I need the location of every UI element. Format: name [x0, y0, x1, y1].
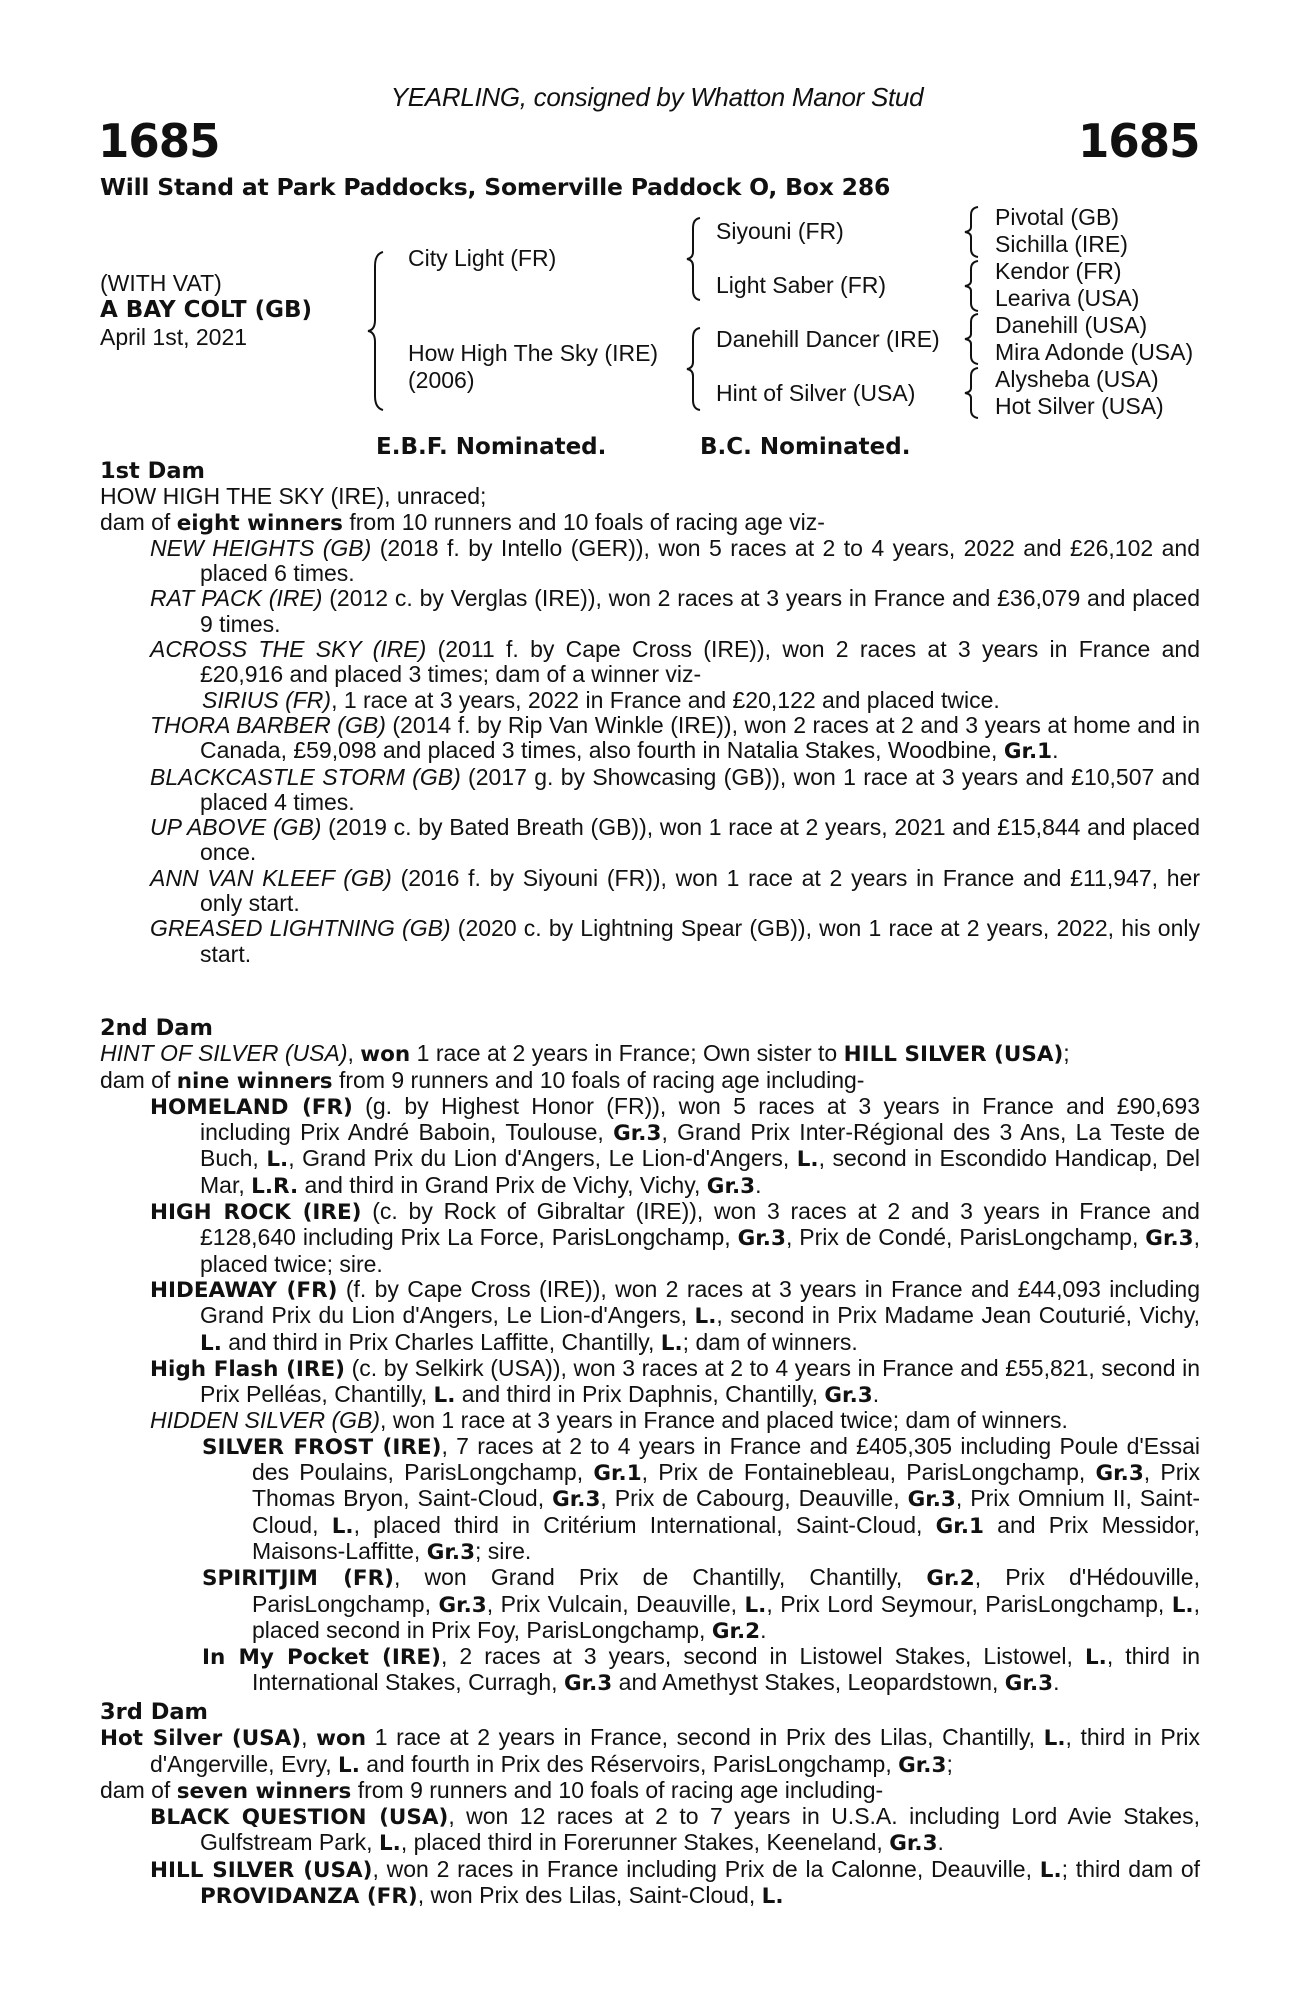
bold-run: HIGH ROCK (IRE) [150, 1200, 362, 1226]
bold-run: L. [761, 1884, 784, 1910]
pedigree-sire-sire: Siyouni (FR) [716, 218, 844, 244]
text-run: , Grand Prix du Lion d'Angers, Le Lion-d'Angers, [288, 1145, 797, 1172]
text-run: , placed twice; sire. [200, 1224, 1200, 1277]
horse-name: A BAY COLT (GB) [100, 297, 313, 323]
dam-summary: dam of eight winners from 10 runners and 10 foals of racing age viz- [100, 508, 825, 536]
text-run: , placed second in Prix Foy, ParisLongchamp, [252, 1590, 1200, 1643]
pedigree-dam-sire: Danehill Dancer (IRE) [716, 326, 940, 352]
pedigree-brace-g3-3 [962, 312, 982, 366]
bold-run: HILL SILVER (USA) [150, 1857, 373, 1883]
first-dam-section [100, 459, 1200, 967]
text-run: ; [946, 1750, 953, 1777]
progeny-entry: ACROSS THE SKY (IRE) (2011 f. by Cape Cross (IRE)), won 2 races at 3 years in France and £20,916 and placed 3 times; dam of a winner viz- [150, 636, 1200, 688]
text-run: , [301, 1724, 317, 1751]
section-heading: 3rd Dam [100, 1699, 208, 1725]
text-run: . [937, 1829, 944, 1856]
lot-number-left: 1685 [98, 114, 220, 168]
bold-run: Gr.3 [737, 1226, 786, 1252]
progeny-entry: GREASED LIGHTNING (GB) (2020 c. by Lightning Spear (GB)), won 1 race at 2 years, 2022, his only start. [150, 915, 1200, 967]
bold-run: High Flash (IRE) [150, 1356, 345, 1382]
section-heading: 2nd Dam [100, 1015, 213, 1041]
bold-run: L. [660, 1330, 683, 1356]
text-run: , 2 races at 3 years, second in Listowel Stakes, Listowel, [440, 1643, 1085, 1670]
progeny-entry: UP ABOVE (GB) (2019 c. by Bated Breath (GB)), won 1 race at 2 years, 2021 and £15,844 and placed once. [150, 814, 1200, 866]
vat-note: (WITH VAT) [100, 270, 222, 296]
pedigree-g3: Danehill (USA) [995, 312, 1148, 338]
bold-run: Gr.3 [907, 1487, 956, 1513]
bold-run: L. [1043, 1726, 1066, 1752]
bold-run: L. [331, 1513, 354, 1539]
text-run: , second in Prix Madame Jean Couturié, Vichy, [716, 1302, 1201, 1329]
bold-run: L. [338, 1752, 360, 1778]
consignment-line: YEARLING, consigned by Whatton Manor Stud [390, 82, 924, 112]
pedigree-dam-year: (2006) [408, 367, 475, 393]
text-run: , Prix Thomas Bryon, Saint-Cloud, [252, 1459, 1200, 1512]
bold-run: Gr.3 [706, 1173, 756, 1199]
pedigree-g3: Kendor (FR) [995, 258, 1122, 284]
bold-run: Gr.1 [593, 1461, 642, 1487]
text-run: , Prix de Fontainebleau, ParisLongchamp, [641, 1459, 1096, 1486]
progeny-entry [100, 1199, 1200, 1277]
text-run: , won Grand Prix de Chantilly, Chantilly, [393, 1564, 927, 1591]
text-run: . [872, 1381, 880, 1408]
bold-run: BLACK QUESTION (USA) [150, 1805, 449, 1831]
dam-summary: dam of nine winners from 9 runners and 10 foals of racing age including- [100, 1066, 865, 1094]
text-run: and Prix Messidor, Maisons-Laffitte, [252, 1511, 1200, 1564]
text-run: , Prix Lord Seymour, ParisLongchamp, [766, 1590, 1172, 1617]
bold-run: L. [1084, 1645, 1107, 1671]
bold-run: Gr.3 [552, 1487, 601, 1513]
third-dam-section [100, 1700, 1200, 1909]
text-run: . [1053, 1669, 1060, 1696]
progeny-entry [100, 1804, 1200, 1857]
bold-run: PROVIDANZA (FR) [200, 1884, 418, 1910]
text-run: 1 race at 2 years in France, second in Prix des Lilas, Chantilly, [366, 1724, 1044, 1751]
stand-location: Will Stand at Park Paddocks, Somerville Paddock O, Box 286 [100, 173, 891, 201]
text-run: , 7 races at 2 to 4 years in France and £405,305 including Poule d'Essai des Poulains, ParisLongchamp, [252, 1432, 1201, 1486]
text-run: , placed third in Forerunner Stakes, Keeneland, [400, 1829, 890, 1856]
bold-run: Gr.3 [613, 1121, 662, 1147]
bold-run: HOMELAND (FR) [150, 1094, 353, 1120]
bold-run: Gr.2 [926, 1566, 975, 1592]
progeny-entry [100, 1408, 1200, 1433]
pedigree-g3: Hot Silver (USA) [995, 393, 1164, 419]
text-run: , won 2 races in France including Prix de la Calonne, Deauville, [372, 1855, 1040, 1882]
text-run: and third in Grand Prix de Vichy, Vichy, [298, 1171, 707, 1198]
bold-run: SPIRITJIM (FR) [202, 1566, 394, 1592]
text-run: and Amethyst Stakes, Leopardstown, [612, 1669, 1005, 1696]
progeny-entry [100, 1094, 1200, 1199]
bold-run: Gr.3 [889, 1831, 938, 1857]
dam-intro: HINT OF SILVER (USA), won 1 race at 2 years in France; Own sister to HILL SILVER (USA); [100, 1040, 1070, 1068]
bold-run: Gr.2 [711, 1618, 761, 1644]
bold-run: Gr.3 [824, 1383, 873, 1409]
progeny-entry [100, 1857, 1200, 1910]
bold-run: L. [433, 1383, 456, 1409]
bold-run: Gr.3 [438, 1592, 487, 1618]
progeny-entry: THORA BARBER (GB) (2014 f. by Rip Van Winkle (IRE)), won 2 races at 2 and 3 years at home and in Canada, £59,098 and placed 3 times, also fourth in Natalia Stakes, Woodbine, Gr.1. [150, 711, 1201, 765]
bc-nomination: B.C. Nominated. [700, 434, 911, 460]
bold-run: L. [200, 1330, 222, 1356]
pedigree-sire: City Light (FR) [408, 245, 557, 271]
progeny-entry [100, 1565, 1200, 1644]
text-run: and third in Prix Charles Laffitte, Chantilly, [221, 1328, 661, 1355]
bold-run: L. [796, 1147, 819, 1173]
ebf-nomination: E.B.F. Nominated. [376, 434, 607, 460]
text-run: ; dam of winners. [682, 1328, 858, 1355]
bold-run: L. [266, 1147, 289, 1173]
progeny-entry: ANN VAN KLEEF (GB) (2016 f. by Siyouni (FR)), won 1 race at 2 years in France and £11,947, her only start. [150, 864, 1200, 917]
second-dam-section [100, 1016, 1200, 1697]
text-run: , Prix d'Hédouville, ParisLongchamp, [252, 1564, 1200, 1617]
bold-run: Gr.3 [898, 1752, 947, 1778]
dam-summary: dam of seven winners from 9 runners and 10 foals of racing age including- [100, 1776, 884, 1804]
text-run: , placed third in Critérium International, Saint-Cloud, [353, 1511, 936, 1538]
pedigree-g3: Alysheba (USA) [995, 366, 1159, 392]
section-heading: 1st Dam [100, 458, 205, 484]
progeny-entry: BLACKCASTLE STORM (GB) (2017 g. by Showcasing (GB)), won 1 race at 3 years and £10,507 and placed 4 times. [150, 763, 1200, 815]
bold-run: Gr.3 [563, 1671, 613, 1697]
text-run: and fourth in Prix des Réservoirs, ParisLongchamp, [359, 1750, 899, 1777]
progeny-entry: SIRIUS (FR), 1 race at 3 years, 2022 in France and £20,122 and placed twice. [202, 686, 1000, 713]
bold-run: In My Pocket (IRE) [202, 1645, 441, 1671]
progeny-entry: RAT PACK (IRE) (2012 c. by Verglas (IRE)), won 2 races at 3 years in France and £36,079 and placed 9 times. [150, 585, 1200, 637]
progeny-entry: NEW HEIGHTS (GB) (2018 f. by Intello (GER)), won 5 races at 2 to 4 years, 2022 and £26,102 and placed 6 times. [150, 534, 1200, 587]
progeny-entry [100, 1277, 1200, 1356]
bold-run: Gr.3 [1145, 1226, 1194, 1252]
text-run: . [760, 1616, 767, 1643]
bold-run: L.R. [251, 1173, 299, 1199]
text-run: , Prix de Cabourg, Deauville, [600, 1485, 908, 1512]
text-run: , third in Prix d'Angerville, Evry, [150, 1724, 1200, 1777]
italic-run: HIDDEN SILVER (GB) [150, 1407, 381, 1434]
bold-run: Gr.3 [426, 1539, 476, 1565]
text-run: and third in Prix Daphnis, Chantilly, [455, 1381, 825, 1408]
foaling-date: April 1st, 2021 [100, 324, 248, 350]
text-run: , third in International Stakes, Curragh, [252, 1643, 1200, 1696]
text-run: , Prix de Condé, ParisLongchamp, [785, 1224, 1146, 1251]
progeny-entry [100, 1434, 1200, 1565]
pedigree-brace-g3-4 [962, 366, 982, 420]
pedigree-sire-dam: Light Saber (FR) [716, 272, 887, 298]
bold-run: SILVER FROST (IRE) [202, 1434, 442, 1460]
text-run: . [755, 1171, 762, 1198]
pedigree-brace-dam [684, 326, 704, 412]
text-run: (c. by Rock of Gibraltar (IRE)), won 3 races at 2 and 3 years in France and £128,640 including Prix La Force, ParisLongchamp, [200, 1198, 1200, 1251]
dam-intro: HOW HIGH THE SKY (IRE), unraced; [100, 483, 487, 510]
pedigree-brace-sire [684, 216, 704, 302]
bold-run: L. [1039, 1857, 1062, 1883]
pedigree-brace-g3-2 [962, 259, 982, 313]
text-run: (f. by Cape Cross (IRE)), won 2 races at 3 years in France and £44,093 including Grand Prix du Lion d'Angers, Le Lion-d'Angers, [200, 1275, 1200, 1329]
text-run: (c. by Selkirk (USA)), won 3 races at 2 to 4 years in France and £55,821, second in Prix Pelléas, Chantilly, [200, 1354, 1201, 1408]
pedigree-brace-gen1 [365, 250, 389, 412]
text-run: ; third dam of [1061, 1855, 1201, 1882]
pedigree-dam-dam: Hint of Silver (USA) [716, 380, 916, 406]
pedigree-g3: Mira Adonde (USA) [995, 339, 1194, 365]
bold-run: L. [744, 1592, 767, 1618]
bold-run: won [316, 1726, 367, 1752]
progeny-entry [100, 1356, 1200, 1409]
text-run: , won 12 races at 2 to 7 years in U.S.A. including Lord Avie Stakes, Gulfstream Park, [200, 1803, 1200, 1856]
bold-run: L. [378, 1831, 401, 1857]
pedigree-g3: Sichilla (IRE) [995, 231, 1128, 257]
bold-run: L. [694, 1304, 717, 1330]
text-run: (g. by Highest Honor (FR)), won 5 races at 3 years in France and £90,693 including Prix André Baboin, Toulouse, [200, 1092, 1200, 1146]
text-run: , second in Escondido Handicap, Del Mar, [200, 1145, 1200, 1198]
lot-number-right: 1685 [1078, 114, 1200, 168]
text-run: , won Prix des Lilas, Saint-Cloud, [417, 1882, 762, 1909]
text-run: , Prix Omnium II, Saint-Cloud, [252, 1485, 1201, 1538]
text-run: , Grand Prix Inter-Régional des 3 Ans, La Teste de Buch, [200, 1119, 1200, 1172]
text-run: ; sire. [475, 1537, 532, 1564]
pedigree-dam: How High The Sky (IRE) [408, 340, 659, 366]
bold-run: Gr.3 [1004, 1671, 1054, 1697]
pedigree-g3: Pivotal (GB) [995, 204, 1119, 230]
text-run: , won 1 race at 3 years in France and placed twice; dam of winners. [380, 1407, 1068, 1434]
bold-run: Gr.3 [1095, 1461, 1144, 1487]
pedigree-brace-g3-1 [962, 205, 982, 259]
bold-run: L. [1171, 1592, 1194, 1618]
dam-intro [100, 1725, 1200, 1778]
bold-run: Hot Silver (USA) [100, 1726, 302, 1752]
pedigree-g3: Leariva (USA) [995, 285, 1140, 311]
bold-run: Gr.1 [935, 1513, 984, 1539]
text-run: , Prix Vulcain, Deauville, [486, 1590, 745, 1617]
progeny-entry [100, 1644, 1200, 1697]
bold-run: HIDEAWAY (FR) [150, 1277, 338, 1303]
